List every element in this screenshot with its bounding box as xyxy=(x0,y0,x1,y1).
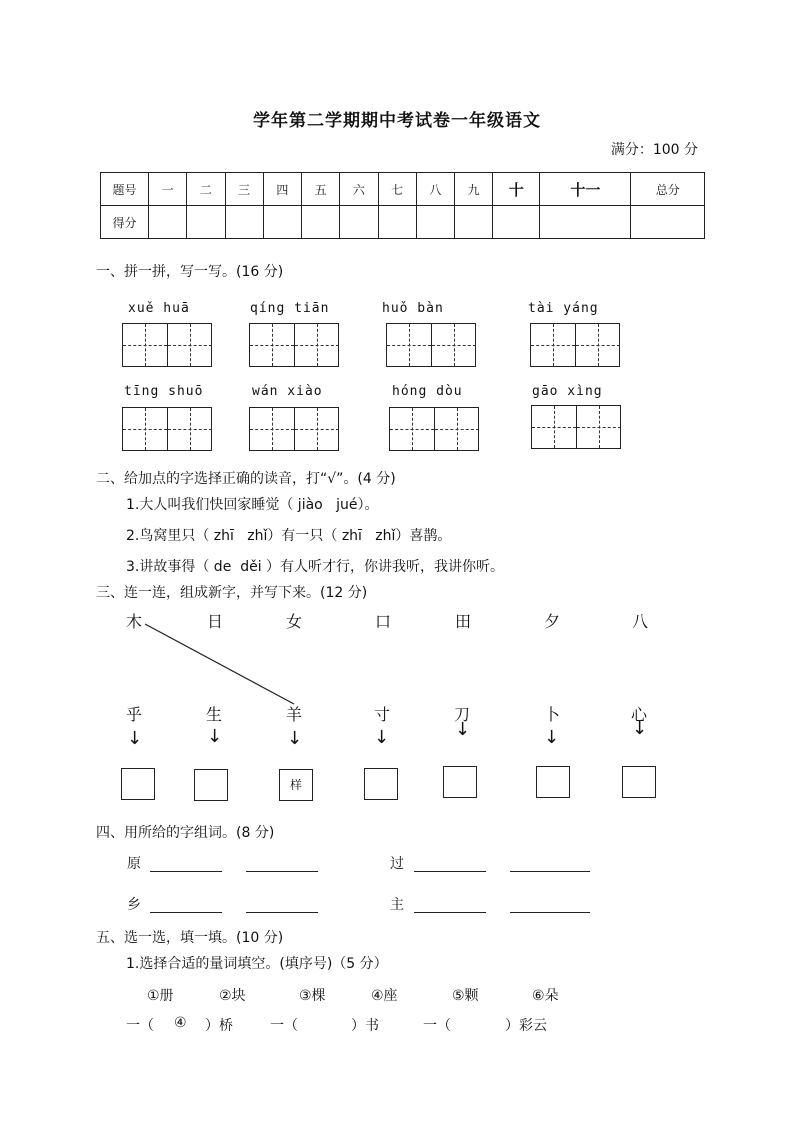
fill-prefix: 一（ xyxy=(423,1018,451,1034)
answer-box[interactable] xyxy=(364,768,398,800)
fill-answer[interactable] xyxy=(305,1015,345,1033)
word-blank[interactable] xyxy=(246,894,318,913)
score-header-cell: 三 xyxy=(225,173,263,206)
page-title: 学年第二学期期中考试卷一年级语文 xyxy=(253,111,541,131)
fill-suffix: ）桥 xyxy=(205,1018,233,1034)
answer-box[interactable] xyxy=(536,766,570,798)
score-header-cell: 五 xyxy=(302,173,340,206)
top-component[interactable]: 八 xyxy=(632,612,649,631)
score-header-cell: 题号 xyxy=(101,173,149,206)
score-header-cell: 十 xyxy=(493,173,540,206)
word-blank[interactable] xyxy=(510,853,590,872)
pinyin-label: hóng dòu xyxy=(392,384,463,399)
answer-box[interactable] xyxy=(443,766,477,798)
measure-word-option: ③棵 xyxy=(299,988,326,1004)
pinyin-label: tīng shuō xyxy=(124,384,204,399)
score-header-cell: 九 xyxy=(455,173,493,206)
section1-heading: 一、拼一拼，写一写。(16 分) xyxy=(96,264,284,280)
score-header-cell: 八 xyxy=(416,173,454,206)
pinyin-label: tài yáng xyxy=(528,301,599,316)
score-header-cell: 总分 xyxy=(631,173,705,206)
top-component[interactable]: 日 xyxy=(207,612,224,631)
score-header-cell: 二 xyxy=(187,173,225,206)
score-header-cell: 一 xyxy=(149,173,187,206)
pinyin-label: huǒ bàn xyxy=(382,301,444,316)
top-component[interactable]: 夕 xyxy=(544,612,561,631)
answer-box[interactable] xyxy=(194,769,228,801)
down-arrow-icon: ↓ xyxy=(544,727,560,748)
word-char: 过 xyxy=(390,856,404,872)
top-component[interactable]: 女 xyxy=(286,612,303,631)
pinyin-label: qíng tiān xyxy=(250,301,330,316)
word-blank[interactable] xyxy=(150,894,222,913)
fill-prefix: 一（ xyxy=(126,1018,154,1034)
bottom-component[interactable]: 乎 xyxy=(126,705,143,724)
top-component[interactable]: 口 xyxy=(375,612,392,631)
word-blank[interactable] xyxy=(150,853,222,872)
word-char: 乡 xyxy=(127,897,141,913)
score-header-cell: 四 xyxy=(263,173,301,206)
word-blank[interactable] xyxy=(246,853,318,872)
answer-box[interactable] xyxy=(622,766,656,798)
pinyin-label: wán xiào xyxy=(252,384,323,399)
down-arrow-icon: ↓ xyxy=(632,718,648,739)
sub-question: 1.选择合适的量词填空。(填序号)（5 分） xyxy=(126,956,388,972)
measure-word-option: ②块 xyxy=(219,988,246,1004)
score-header-cell: 六 xyxy=(340,173,378,206)
score-header-cell: 十一 xyxy=(540,173,631,206)
bottom-component[interactable]: 寸 xyxy=(374,705,391,724)
measure-word-option: ①册 xyxy=(147,988,174,1004)
bottom-component[interactable]: 生 xyxy=(206,705,223,724)
down-arrow-icon: ↓ xyxy=(287,728,303,749)
measure-word-option: ⑥朵 xyxy=(532,988,559,1004)
pinyin-label: gāo xìng xyxy=(532,384,603,399)
down-arrow-icon: ↓ xyxy=(127,728,143,749)
measure-word-option: ⑤颗 xyxy=(452,988,479,1004)
word-blank[interactable] xyxy=(510,894,590,913)
down-arrow-icon: ↓ xyxy=(455,719,471,740)
score-row-label: 得分 xyxy=(101,206,149,239)
top-component[interactable]: 木 xyxy=(126,612,143,631)
down-arrow-icon: ↓ xyxy=(374,727,390,748)
bottom-component[interactable]: 羊 xyxy=(286,705,303,724)
section2-heading: 二、给加点的字选择正确的读音，打“√”。(4 分) xyxy=(96,471,396,487)
down-arrow-icon: ↓ xyxy=(207,726,223,747)
bottom-component[interactable]: 卜 xyxy=(544,705,561,724)
fill-suffix: ）彩云 xyxy=(505,1018,547,1034)
word-char: 主 xyxy=(390,897,404,913)
section5-heading: 五、选一选，填一填。(10 分) xyxy=(96,930,284,946)
full-score: 满分：100 分 xyxy=(610,142,698,158)
question-item: 1.大人叫我们快回家睡觉（ jiào jué）。 xyxy=(126,497,379,513)
answer-box-example[interactable]: 样 xyxy=(279,769,313,801)
bottom-component[interactable]: 刀 xyxy=(454,705,471,724)
word-char: 原 xyxy=(127,856,141,872)
fill-answer[interactable]: ④ xyxy=(174,1015,187,1031)
top-component[interactable]: 田 xyxy=(455,612,472,631)
section4-heading: 四、用所给的字组词。(8 分) xyxy=(96,825,275,841)
answer-box[interactable] xyxy=(121,768,155,800)
section3-heading: 三、连一连，组成新字，并写下来。(12 分) xyxy=(96,585,368,601)
question-item: 3.讲故事得（ de děi ）有人听才行，你讲我听，我讲你听。 xyxy=(126,559,505,575)
question-item: 2.鸟窝里只（ zhī zhǐ）有一只（ zhī zhǐ）喜鹊。 xyxy=(126,528,452,544)
fill-answer[interactable] xyxy=(458,1015,502,1033)
fill-suffix: ）书 xyxy=(351,1018,379,1034)
pinyin-label: xuě huā xyxy=(128,301,190,316)
score-header-cell: 七 xyxy=(378,173,416,206)
measure-word-option: ④座 xyxy=(371,988,398,1004)
word-blank[interactable] xyxy=(414,853,486,872)
bottom-component[interactable]: 心 xyxy=(631,705,648,724)
word-blank[interactable] xyxy=(414,894,486,913)
fill-prefix: 一（ xyxy=(270,1018,298,1034)
